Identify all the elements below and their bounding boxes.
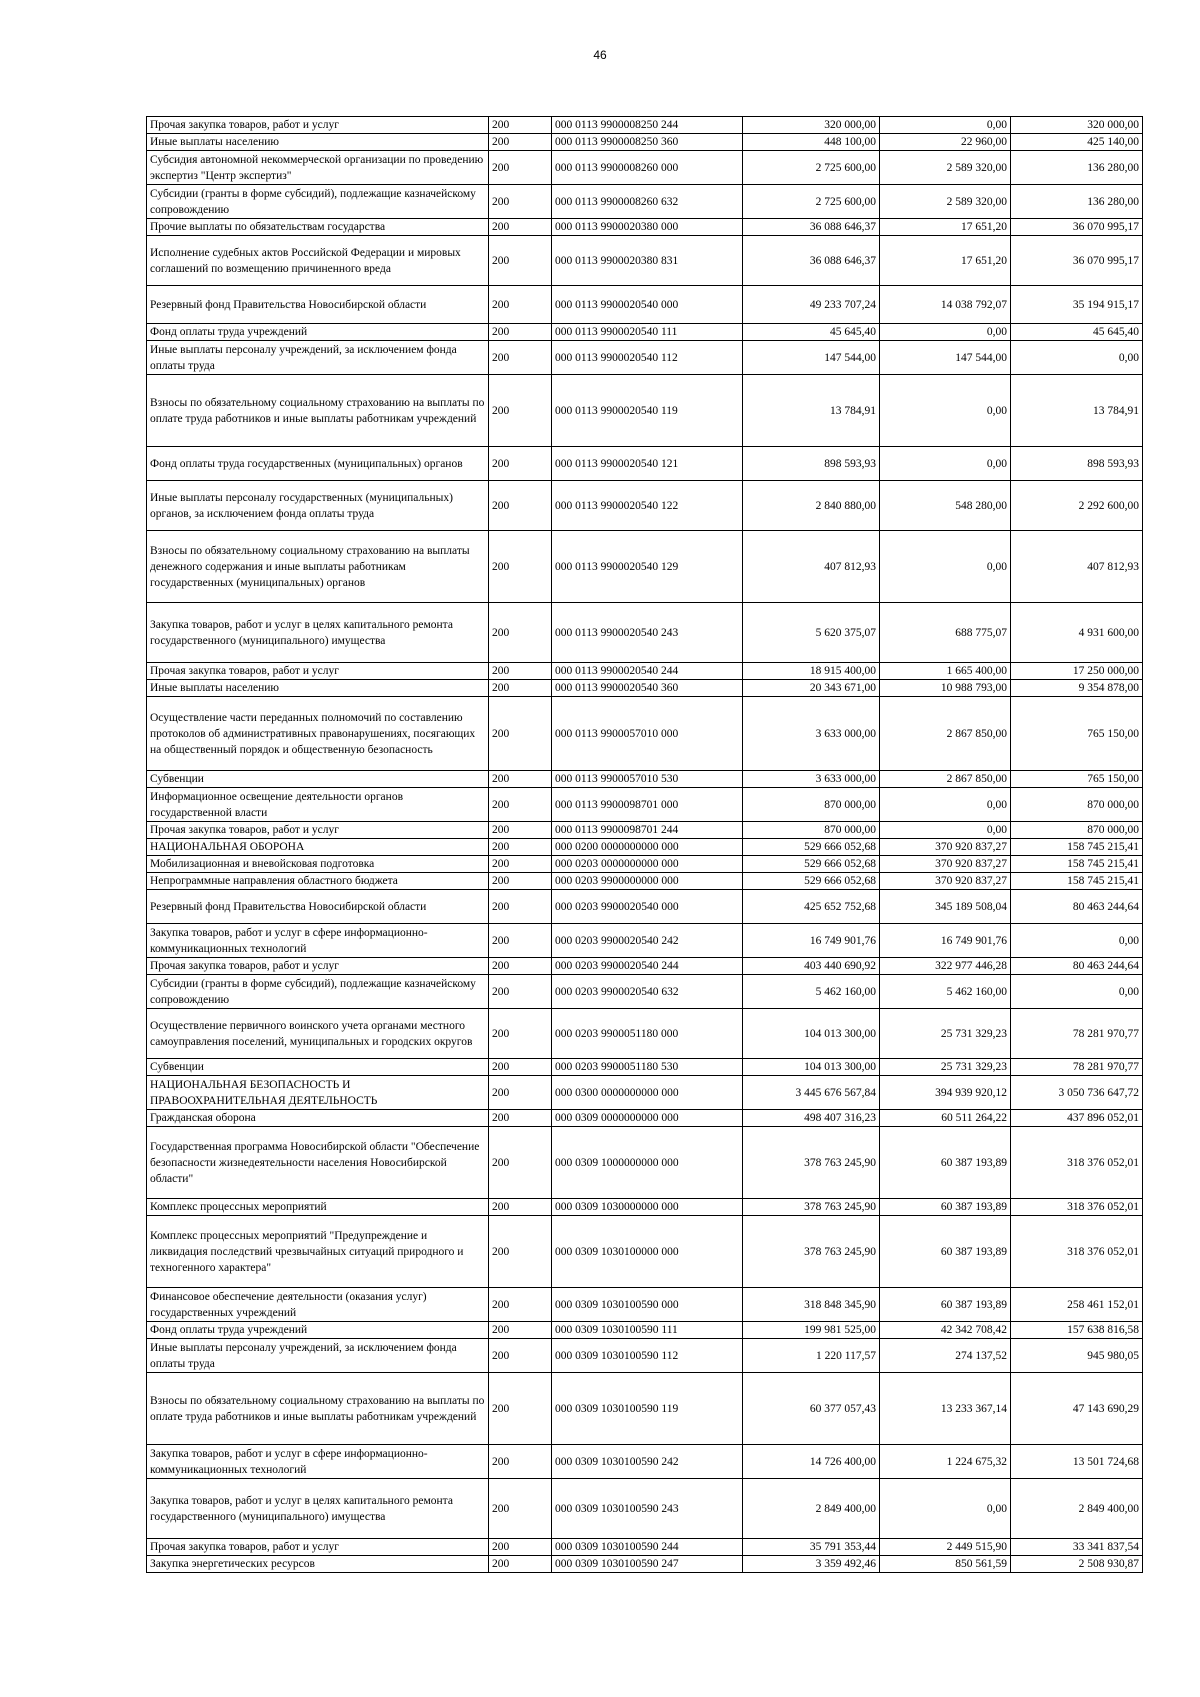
row-executed-amount: 147 544,00	[880, 341, 1011, 375]
row-executed-amount: 548 280,00	[880, 481, 1011, 531]
row-executed-amount: 22 960,00	[880, 134, 1011, 151]
row-approved-amount: 318 848 345,90	[743, 1288, 880, 1322]
row-executed-amount: 688 775,07	[880, 603, 1011, 663]
row-budget-code: 000 0309 1030100000 000	[552, 1216, 743, 1288]
row-admin-code: 200	[489, 822, 552, 839]
row-executed-amount: 25 731 329,23	[880, 1059, 1011, 1076]
row-approved-amount: 407 812,93	[743, 531, 880, 603]
row-approved-amount: 403 440 690,92	[743, 958, 880, 975]
row-admin-code: 200	[489, 663, 552, 680]
row-name: Иные выплаты населению	[147, 680, 489, 697]
table-row	[147, 975, 1143, 1009]
row-admin-code: 200	[489, 1216, 552, 1288]
row-admin-code: 200	[489, 1199, 552, 1216]
table-row	[147, 663, 1143, 680]
row-executed-amount: 2 589 320,00	[880, 151, 1011, 185]
row-name: Прочая закупка товаров, работ и услуг	[147, 822, 489, 839]
row-approved-amount: 36 088 646,37	[743, 236, 880, 286]
row-executed-amount: 13 233 367,14	[880, 1373, 1011, 1445]
table-row	[147, 1479, 1143, 1539]
row-admin-code: 200	[489, 185, 552, 219]
row-name: Осуществление первичного воинского учета органами местного самоуправления поселений, муниципальных и городских округов	[147, 1009, 489, 1059]
row-admin-code: 200	[489, 1076, 552, 1110]
row-budget-code: 000 0300 0000000000 000	[552, 1076, 743, 1110]
row-executed-amount: 2 449 515,90	[880, 1539, 1011, 1556]
row-name: Прочая закупка товаров, работ и услуг	[147, 1539, 489, 1556]
row-name: Резервный фонд Правительства Новосибирской области	[147, 286, 489, 324]
row-executed-amount: 0,00	[880, 788, 1011, 822]
row-approved-amount: 16 749 901,76	[743, 924, 880, 958]
row-unexecuted-amount: 80 463 244,64	[1011, 890, 1143, 924]
table-row	[147, 1288, 1143, 1322]
row-approved-amount: 448 100,00	[743, 134, 880, 151]
row-unexecuted-amount: 45 645,40	[1011, 324, 1143, 341]
row-budget-code: 000 0309 1030100590 112	[552, 1339, 743, 1373]
row-executed-amount: 0,00	[880, 447, 1011, 481]
row-approved-amount: 13 784,91	[743, 375, 880, 447]
row-budget-code: 000 0203 9900020540 000	[552, 890, 743, 924]
row-admin-code: 200	[489, 286, 552, 324]
row-name: Фонд оплаты труда государственных (муниципальных) органов	[147, 447, 489, 481]
row-approved-amount: 378 763 245,90	[743, 1216, 880, 1288]
row-name: Взносы по обязательному социальному страхованию на выплаты по оплате труда работников и иные выплаты работникам учреждений	[147, 375, 489, 447]
row-approved-amount: 529 666 052,68	[743, 873, 880, 890]
row-approved-amount: 2 849 400,00	[743, 1479, 880, 1539]
table-row	[147, 151, 1143, 185]
row-unexecuted-amount: 945 980,05	[1011, 1339, 1143, 1373]
row-approved-amount: 104 013 300,00	[743, 1059, 880, 1076]
row-admin-code: 200	[489, 839, 552, 856]
row-executed-amount: 394 939 920,12	[880, 1076, 1011, 1110]
row-name: Закупка товаров, работ и услуг в целях капитального ремонта государственного (муниципального) имущества	[147, 1479, 489, 1539]
row-unexecuted-amount: 35 194 915,17	[1011, 286, 1143, 324]
row-budget-code: 000 0203 0000000000 000	[552, 856, 743, 873]
row-name: Иные выплаты населению	[147, 134, 489, 151]
row-unexecuted-amount: 13 784,91	[1011, 375, 1143, 447]
row-admin-code: 200	[489, 531, 552, 603]
row-executed-amount: 1 665 400,00	[880, 663, 1011, 680]
row-approved-amount: 898 593,93	[743, 447, 880, 481]
row-approved-amount: 378 763 245,90	[743, 1127, 880, 1199]
table-row	[147, 236, 1143, 286]
row-approved-amount: 498 407 316,23	[743, 1110, 880, 1127]
table-row	[147, 1059, 1143, 1076]
row-name: Гражданская оборона	[147, 1110, 489, 1127]
row-approved-amount: 3 359 492,46	[743, 1556, 880, 1573]
row-admin-code: 200	[489, 151, 552, 185]
row-executed-amount: 0,00	[880, 117, 1011, 134]
row-admin-code: 200	[489, 236, 552, 286]
row-executed-amount: 60 387 193,89	[880, 1127, 1011, 1199]
row-admin-code: 200	[489, 341, 552, 375]
row-unexecuted-amount: 2 849 400,00	[1011, 1479, 1143, 1539]
table-row	[147, 680, 1143, 697]
row-unexecuted-amount: 158 745 215,41	[1011, 873, 1143, 890]
table-row	[147, 134, 1143, 151]
row-name: Прочая закупка товаров, работ и услуг	[147, 117, 489, 134]
row-approved-amount: 378 763 245,90	[743, 1199, 880, 1216]
row-name: НАЦИОНАЛЬНАЯ БЕЗОПАСНОСТЬ И ПРАВООХРАНИТЕЛЬНАЯ ДЕЯТЕЛЬНОСТЬ	[147, 1076, 489, 1110]
table-row	[147, 1199, 1143, 1216]
row-approved-amount: 425 652 752,68	[743, 890, 880, 924]
table-body	[147, 117, 1143, 1573]
row-unexecuted-amount: 898 593,93	[1011, 447, 1143, 481]
row-executed-amount: 2 589 320,00	[880, 185, 1011, 219]
row-name: Субсидия автономной некоммерческой организации по проведению экспертиз "Центр экспертиз"	[147, 151, 489, 185]
row-admin-code: 200	[489, 481, 552, 531]
row-executed-amount: 850 561,59	[880, 1556, 1011, 1573]
table-row	[147, 481, 1143, 531]
row-executed-amount: 0,00	[880, 324, 1011, 341]
row-name: НАЦИОНАЛЬНАЯ ОБОРОНА	[147, 839, 489, 856]
row-admin-code: 200	[489, 873, 552, 890]
table-row	[147, 1216, 1143, 1288]
row-admin-code: 200	[489, 1373, 552, 1445]
row-name: Закупка товаров, работ и услуг в сфере информационно-коммуникационных технологий	[147, 924, 489, 958]
table-row	[147, 822, 1143, 839]
row-executed-amount: 10 988 793,00	[880, 680, 1011, 697]
row-name: Резервный фонд Правительства Новосибирской области	[147, 890, 489, 924]
table-row	[147, 286, 1143, 324]
table-row	[147, 873, 1143, 890]
row-admin-code: 200	[489, 788, 552, 822]
row-unexecuted-amount: 870 000,00	[1011, 788, 1143, 822]
row-name: Иные выплаты персоналу учреждений, за исключением фонда оплаты труда	[147, 341, 489, 375]
row-budget-code: 000 0200 0000000000 000	[552, 839, 743, 856]
row-approved-amount: 3 633 000,00	[743, 771, 880, 788]
row-admin-code: 200	[489, 771, 552, 788]
row-executed-amount: 5 462 160,00	[880, 975, 1011, 1009]
row-budget-code: 000 0309 1030100590 243	[552, 1479, 743, 1539]
row-approved-amount: 147 544,00	[743, 341, 880, 375]
row-unexecuted-amount: 36 070 995,17	[1011, 219, 1143, 236]
row-name: Непрограммные направления областного бюджета	[147, 873, 489, 890]
row-admin-code: 200	[489, 924, 552, 958]
row-executed-amount: 60 387 193,89	[880, 1216, 1011, 1288]
table-row	[147, 890, 1143, 924]
row-admin-code: 200	[489, 890, 552, 924]
row-name: Фонд оплаты труда учреждений	[147, 324, 489, 341]
table-row	[147, 1556, 1143, 1573]
row-executed-amount: 322 977 446,28	[880, 958, 1011, 975]
row-approved-amount: 199 981 525,00	[743, 1322, 880, 1339]
row-approved-amount: 3 633 000,00	[743, 697, 880, 771]
row-budget-code: 000 0203 9900020540 242	[552, 924, 743, 958]
row-budget-code: 000 0309 1030100590 242	[552, 1445, 743, 1479]
row-budget-code: 000 0113 9900008250 360	[552, 134, 743, 151]
row-budget-code: 000 0113 9900020540 112	[552, 341, 743, 375]
row-executed-amount: 2 867 850,00	[880, 697, 1011, 771]
row-budget-code: 000 0203 9900000000 000	[552, 873, 743, 890]
row-approved-amount: 18 915 400,00	[743, 663, 880, 680]
row-admin-code: 200	[489, 1445, 552, 1479]
row-unexecuted-amount: 765 150,00	[1011, 697, 1143, 771]
row-admin-code: 200	[489, 134, 552, 151]
row-name: Исполнение судебных актов Российской Федерации и мировых соглашений по возмещению причиненного вреда	[147, 236, 489, 286]
row-approved-amount: 870 000,00	[743, 822, 880, 839]
table-row	[147, 771, 1143, 788]
row-admin-code: 200	[489, 1339, 552, 1373]
row-approved-amount: 2 840 880,00	[743, 481, 880, 531]
row-unexecuted-amount: 78 281 970,77	[1011, 1059, 1143, 1076]
table-row	[147, 375, 1143, 447]
row-executed-amount: 0,00	[880, 531, 1011, 603]
row-name: Закупка товаров, работ и услуг в целях капитального ремонта государственного (муниципального) имущества	[147, 603, 489, 663]
row-approved-amount: 20 343 671,00	[743, 680, 880, 697]
row-admin-code: 200	[489, 375, 552, 447]
row-executed-amount: 345 189 508,04	[880, 890, 1011, 924]
row-budget-code: 000 0113 9900020540 129	[552, 531, 743, 603]
row-unexecuted-amount: 437 896 052,01	[1011, 1110, 1143, 1127]
table-row	[147, 531, 1143, 603]
row-executed-amount: 60 387 193,89	[880, 1199, 1011, 1216]
row-unexecuted-amount: 407 812,93	[1011, 531, 1143, 603]
row-name: Субвенции	[147, 1059, 489, 1076]
row-budget-code: 000 0309 1000000000 000	[552, 1127, 743, 1199]
row-name: Мобилизационная и вневойсковая подготовка	[147, 856, 489, 873]
row-unexecuted-amount: 13 501 724,68	[1011, 1445, 1143, 1479]
row-executed-amount: 370 920 837,27	[880, 873, 1011, 890]
row-approved-amount: 60 377 057,43	[743, 1373, 880, 1445]
row-executed-amount: 370 920 837,27	[880, 856, 1011, 873]
row-budget-code: 000 0309 1030100590 244	[552, 1539, 743, 1556]
row-budget-code: 000 0113 9900020540 119	[552, 375, 743, 447]
row-admin-code: 200	[489, 117, 552, 134]
row-unexecuted-amount: 33 341 837,54	[1011, 1539, 1143, 1556]
row-budget-code: 000 0309 1030100590 111	[552, 1322, 743, 1339]
row-unexecuted-amount: 425 140,00	[1011, 134, 1143, 151]
page-number: 46	[593, 48, 607, 62]
row-approved-amount: 49 233 707,24	[743, 286, 880, 324]
row-unexecuted-amount: 4 931 600,00	[1011, 603, 1143, 663]
table-row	[147, 1110, 1143, 1127]
row-name: Субсидии (гранты в форме субсидий), подлежащие казначейскому сопровождению	[147, 975, 489, 1009]
row-admin-code: 200	[489, 680, 552, 697]
row-budget-code: 000 0113 9900020380 831	[552, 236, 743, 286]
row-unexecuted-amount: 157 638 816,58	[1011, 1322, 1143, 1339]
row-executed-amount: 2 867 850,00	[880, 771, 1011, 788]
row-admin-code: 200	[489, 603, 552, 663]
row-admin-code: 200	[489, 1322, 552, 1339]
row-admin-code: 200	[489, 1288, 552, 1322]
row-name: Комплекс процессных мероприятий	[147, 1199, 489, 1216]
row-budget-code: 000 0113 9900008250 244	[552, 117, 743, 134]
row-unexecuted-amount: 320 000,00	[1011, 117, 1143, 134]
row-budget-code: 000 0113 9900020540 244	[552, 663, 743, 680]
row-name: Субвенции	[147, 771, 489, 788]
row-unexecuted-amount: 3 050 736 647,72	[1011, 1076, 1143, 1110]
row-executed-amount: 0,00	[880, 822, 1011, 839]
row-executed-amount: 16 749 901,76	[880, 924, 1011, 958]
row-budget-code: 000 0113 9900020380 000	[552, 219, 743, 236]
row-budget-code: 000 0113 9900098701 000	[552, 788, 743, 822]
budget-execution-table	[146, 116, 1143, 1573]
row-executed-amount: 60 387 193,89	[880, 1288, 1011, 1322]
row-name: Прочая закупка товаров, работ и услуг	[147, 663, 489, 680]
row-unexecuted-amount: 136 280,00	[1011, 185, 1143, 219]
row-budget-code: 000 0309 1030100590 000	[552, 1288, 743, 1322]
row-budget-code: 000 0113 9900020540 243	[552, 603, 743, 663]
table-row	[147, 788, 1143, 822]
row-approved-amount: 2 725 600,00	[743, 151, 880, 185]
row-executed-amount: 370 920 837,27	[880, 839, 1011, 856]
row-unexecuted-amount: 2 508 930,87	[1011, 1556, 1143, 1573]
row-name: Прочие выплаты по обязательствам государства	[147, 219, 489, 236]
table-row	[147, 341, 1143, 375]
row-approved-amount: 870 000,00	[743, 788, 880, 822]
row-name: Субсидии (гранты в форме субсидий), подлежащие казначейскому сопровождению	[147, 185, 489, 219]
row-budget-code: 000 0113 9900098701 244	[552, 822, 743, 839]
row-budget-code: 000 0113 9900020540 000	[552, 286, 743, 324]
row-name: Закупка товаров, работ и услуг в сфере информационно-коммуникационных технологий	[147, 1445, 489, 1479]
row-approved-amount: 35 791 353,44	[743, 1539, 880, 1556]
row-executed-amount: 42 342 708,42	[880, 1322, 1011, 1339]
row-admin-code: 200	[489, 1110, 552, 1127]
row-approved-amount: 2 725 600,00	[743, 185, 880, 219]
row-unexecuted-amount: 318 376 052,01	[1011, 1127, 1143, 1199]
row-unexecuted-amount: 0,00	[1011, 924, 1143, 958]
table-row	[147, 447, 1143, 481]
row-admin-code: 200	[489, 219, 552, 236]
row-name: Информационное освещение деятельности органов государственной власти	[147, 788, 489, 822]
row-name: Закупка энергетических ресурсов	[147, 1556, 489, 1573]
row-name: Иные выплаты персоналу государственных (муниципальных) органов, за исключением фонда оплаты труда	[147, 481, 489, 531]
row-approved-amount: 3 445 676 567,84	[743, 1076, 880, 1110]
table-row	[147, 1076, 1143, 1110]
row-name: Прочая закупка товаров, работ и услуг	[147, 958, 489, 975]
row-unexecuted-amount: 136 280,00	[1011, 151, 1143, 185]
row-admin-code: 200	[489, 1479, 552, 1539]
row-budget-code: 000 0203 9900020540 244	[552, 958, 743, 975]
row-executed-amount: 17 651,20	[880, 236, 1011, 286]
table-row	[147, 856, 1143, 873]
row-unexecuted-amount: 0,00	[1011, 975, 1143, 1009]
row-unexecuted-amount: 0,00	[1011, 341, 1143, 375]
row-budget-code: 000 0203 9900051180 530	[552, 1059, 743, 1076]
row-unexecuted-amount: 158 745 215,41	[1011, 839, 1143, 856]
row-unexecuted-amount: 9 354 878,00	[1011, 680, 1143, 697]
row-unexecuted-amount: 158 745 215,41	[1011, 856, 1143, 873]
row-approved-amount: 36 088 646,37	[743, 219, 880, 236]
row-budget-code: 000 0113 9900057010 530	[552, 771, 743, 788]
row-executed-amount: 25 731 329,23	[880, 1009, 1011, 1059]
row-approved-amount: 14 726 400,00	[743, 1445, 880, 1479]
row-name: Взносы по обязательному социальному страхованию на выплаты денежного содержания и иные выплаты работникам государственных (муниципальных) органов	[147, 531, 489, 603]
row-admin-code: 200	[489, 1539, 552, 1556]
row-name: Фонд оплаты труда учреждений	[147, 1322, 489, 1339]
row-approved-amount: 5 620 375,07	[743, 603, 880, 663]
row-admin-code: 200	[489, 324, 552, 341]
row-approved-amount: 529 666 052,68	[743, 839, 880, 856]
row-admin-code: 200	[489, 975, 552, 1009]
row-name: Комплекс процессных мероприятий "Предупреждение и ликвидация последствий чрезвычайных ситуаций природного и техногенного характера"	[147, 1216, 489, 1288]
row-unexecuted-amount: 765 150,00	[1011, 771, 1143, 788]
table-row	[147, 324, 1143, 341]
row-unexecuted-amount: 318 376 052,01	[1011, 1216, 1143, 1288]
table-row	[147, 1322, 1143, 1339]
table-row	[147, 958, 1143, 975]
row-budget-code: 000 0113 9900020540 111	[552, 324, 743, 341]
row-budget-code: 000 0113 9900020540 360	[552, 680, 743, 697]
row-budget-code: 000 0309 0000000000 000	[552, 1110, 743, 1127]
row-budget-code: 000 0113 9900008260 632	[552, 185, 743, 219]
table-row	[147, 1373, 1143, 1445]
row-name: Государственная программа Новосибирской области "Обеспечение безопасности жизнедеятельности населения Новосибирской области"	[147, 1127, 489, 1199]
row-admin-code: 200	[489, 1556, 552, 1573]
row-executed-amount: 0,00	[880, 375, 1011, 447]
row-approved-amount: 45 645,40	[743, 324, 880, 341]
row-budget-code: 000 0113 9900020540 122	[552, 481, 743, 531]
row-name: Взносы по обязательному социальному страхованию на выплаты по оплате труда работников и иные выплаты работникам учреждений	[147, 1373, 489, 1445]
row-unexecuted-amount: 318 376 052,01	[1011, 1199, 1143, 1216]
row-budget-code: 000 0309 1030100590 119	[552, 1373, 743, 1445]
row-admin-code: 200	[489, 958, 552, 975]
table-row	[147, 1445, 1143, 1479]
row-unexecuted-amount: 258 461 152,01	[1011, 1288, 1143, 1322]
row-unexecuted-amount: 17 250 000,00	[1011, 663, 1143, 680]
row-budget-code: 000 0113 9900008260 000	[552, 151, 743, 185]
table-row	[147, 219, 1143, 236]
row-unexecuted-amount: 47 143 690,29	[1011, 1373, 1143, 1445]
row-name: Иные выплаты персоналу учреждений, за исключением фонда оплаты труда	[147, 1339, 489, 1373]
row-unexecuted-amount: 870 000,00	[1011, 822, 1143, 839]
table-row	[147, 1127, 1143, 1199]
row-approved-amount: 104 013 300,00	[743, 1009, 880, 1059]
table-row	[147, 924, 1143, 958]
row-executed-amount: 274 137,52	[880, 1339, 1011, 1373]
table-row	[147, 117, 1143, 134]
row-approved-amount: 5 462 160,00	[743, 975, 880, 1009]
table-row	[147, 603, 1143, 663]
row-name: Осуществление части переданных полномочий по составлению протоколов об административных правонарушениях, посягающих на общественный порядок и общественную безопасность	[147, 697, 489, 771]
row-unexecuted-amount: 78 281 970,77	[1011, 1009, 1143, 1059]
row-budget-code: 000 0309 1030100590 247	[552, 1556, 743, 1573]
row-name: Финансовое обеспечение деятельности (оказания услуг) государственных учреждений	[147, 1288, 489, 1322]
row-budget-code: 000 0203 9900020540 632	[552, 975, 743, 1009]
row-executed-amount: 14 038 792,07	[880, 286, 1011, 324]
table-row	[147, 839, 1143, 856]
row-admin-code: 200	[489, 447, 552, 481]
row-executed-amount: 0,00	[880, 1479, 1011, 1539]
table-row	[147, 1009, 1143, 1059]
row-budget-code: 000 0113 9900020540 121	[552, 447, 743, 481]
row-unexecuted-amount: 36 070 995,17	[1011, 236, 1143, 286]
row-unexecuted-amount: 80 463 244,64	[1011, 958, 1143, 975]
row-approved-amount: 1 220 117,57	[743, 1339, 880, 1373]
row-executed-amount: 17 651,20	[880, 219, 1011, 236]
row-unexecuted-amount: 2 292 600,00	[1011, 481, 1143, 531]
row-executed-amount: 1 224 675,32	[880, 1445, 1011, 1479]
table-row	[147, 697, 1143, 771]
row-admin-code: 200	[489, 856, 552, 873]
row-budget-code: 000 0309 1030000000 000	[552, 1199, 743, 1216]
row-admin-code: 200	[489, 1009, 552, 1059]
row-admin-code: 200	[489, 1127, 552, 1199]
row-approved-amount: 320 000,00	[743, 117, 880, 134]
row-executed-amount: 60 511 264,22	[880, 1110, 1011, 1127]
row-approved-amount: 529 666 052,68	[743, 856, 880, 873]
row-budget-code: 000 0113 9900057010 000	[552, 697, 743, 771]
row-admin-code: 200	[489, 697, 552, 771]
row-admin-code: 200	[489, 1059, 552, 1076]
row-budget-code: 000 0203 9900051180 000	[552, 1009, 743, 1059]
table-row	[147, 185, 1143, 219]
table-row	[147, 1539, 1143, 1556]
table-row	[147, 1339, 1143, 1373]
